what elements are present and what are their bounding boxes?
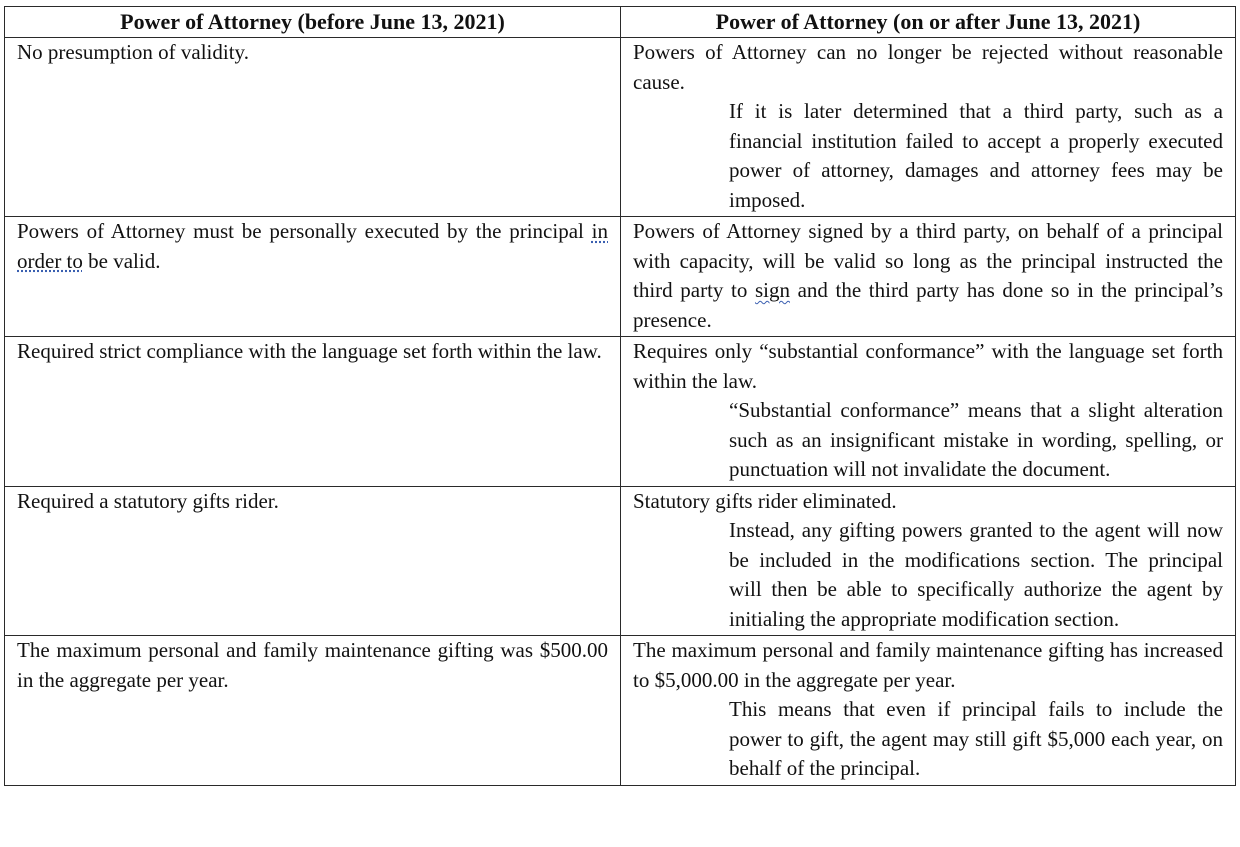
cell-after-detail: This means that even if principal fails to include the power to gift, the agent may still gift $5,000 each year, on behalf of the principal.	[729, 697, 1223, 780]
table-row	[5, 38, 1236, 217]
cell-after-main: The maximum personal and family maintenance gifting has increased to $5,000.00 in the aggregate per year.	[633, 638, 1223, 692]
cell-after-main	[633, 217, 1223, 335]
cell-after-main: Statutory gifts rider eliminated.	[633, 488, 897, 513]
column-header-before: Power of Attorney (before June 13, 2021)	[5, 7, 621, 38]
cell-before-text: The maximum personal and family maintenance gifting was $500.00 in the aggregate per year.	[17, 638, 608, 692]
grammar-flagged-word: sign	[754, 278, 790, 302]
table-row	[5, 486, 1236, 636]
cell-before-text	[17, 217, 608, 276]
cell-before	[5, 38, 621, 217]
cell-before-text: Required a statutory gifts rider.	[17, 488, 279, 513]
grammar-flagged-phrase: in order to	[17, 219, 608, 273]
cell-after	[621, 337, 1236, 487]
text-segment: Powers of Attorney must be personally executed by the principal	[17, 219, 592, 243]
text-segment: be valid.	[82, 248, 161, 273]
cell-after-main: Requires only “substantial conformance” with the language set forth within the law.	[633, 339, 1223, 393]
cell-before	[5, 337, 621, 487]
table-header-row	[5, 7, 1236, 38]
table-row	[5, 337, 1236, 487]
cell-before-text: No presumption of validity.	[17, 40, 249, 64]
column-header-after: Power of Attorney (on or after June 13, 2021)	[621, 7, 1236, 38]
cell-before	[5, 217, 621, 337]
cell-after-main: Powers of Attorney can no longer be rejected without reasonable cause.	[633, 40, 1223, 94]
cell-after	[621, 217, 1236, 337]
cell-after-detail: “Substantial conformance” means that a slight alteration such as an insignificant mistake in wording, spelling, or punctuation will not invalidate the document.	[729, 398, 1223, 481]
poa-comparison-table	[4, 6, 1236, 786]
cell-before-text: Required strict compliance with the language set forth within the law.	[17, 339, 602, 363]
cell-before	[5, 636, 621, 786]
table-row	[5, 217, 1236, 337]
cell-before	[5, 486, 621, 636]
text-segment: Powers of Attorney signed by a third party, on behalf of a principal with capacity, will be valid so long as the principal instructed the third party to	[633, 219, 1223, 302]
cell-after	[621, 38, 1236, 217]
cell-after-detail: Instead, any gifting powers granted to the agent will now be included in the modifications section. The principal will then be able to specifically authorize the agent by initialing the appropriate modification section.	[729, 518, 1223, 631]
text-segment: and the third party has done so in the principal’s presence.	[633, 278, 1223, 332]
cell-after-detail: If it is later determined that a third party, such as a financial institution failed to accept a properly executed power of attorney, damages and attorney fees may be imposed.	[729, 99, 1223, 212]
table-row	[5, 636, 1236, 786]
cell-after	[621, 636, 1236, 786]
cell-after	[621, 486, 1236, 636]
